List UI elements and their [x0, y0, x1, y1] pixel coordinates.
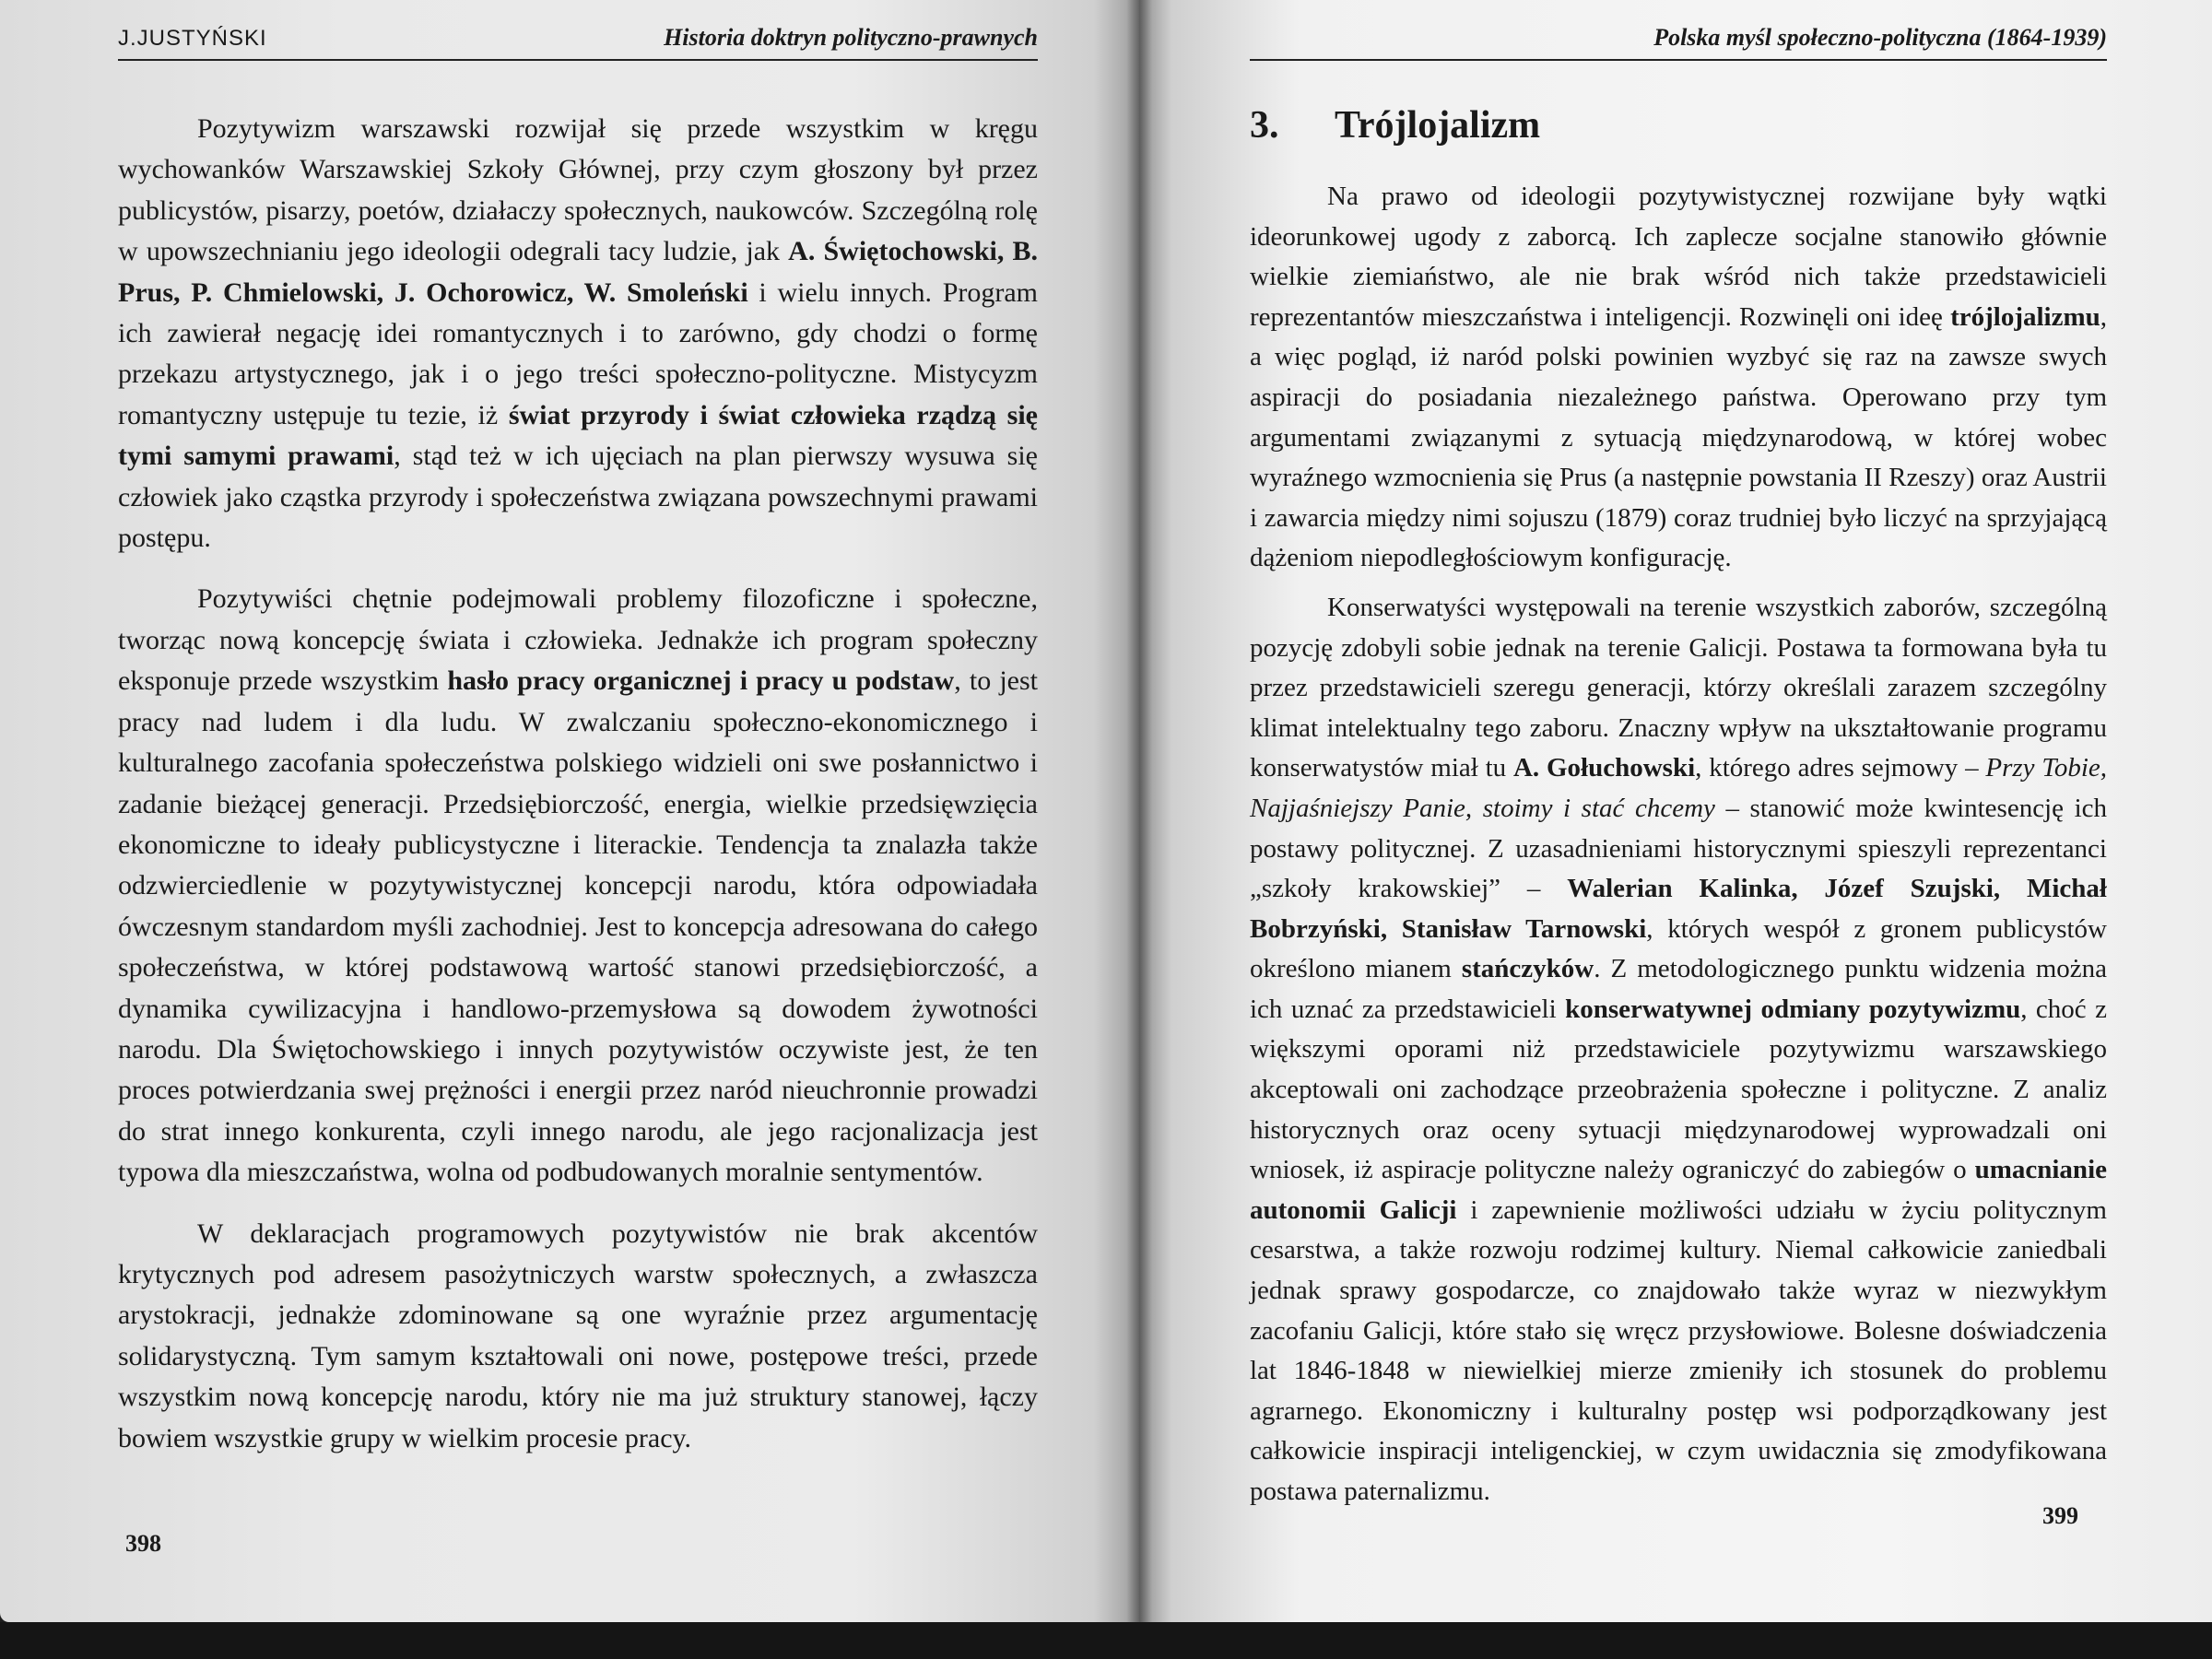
paragraph — [1250, 588, 2107, 1512]
text-run: , których wespół z gronem publicystów określono mianem — [1250, 913, 2107, 984]
running-header — [118, 13, 1038, 61]
bold-phrase: konserwatywnej odmiany pozytywizmu — [1565, 994, 2021, 1024]
text-run: , stąd też w ich ujęciach na plan pierwszy wysuwa się człowiek jako cząstka przyrody i społeczeństwa związana powszechnymi prawami postępu. — [118, 441, 1039, 554]
body-text — [1250, 177, 2107, 1522]
bold-phrase: hasło pracy organicznej i pracy u podstaw — [447, 665, 955, 697]
bold-phrase: stańczyków — [1461, 954, 1594, 984]
text-run: i zapewnienie możliwości udziału w życiu politycznym cesarstwa, a także rozwoju rodzimej kultury. Niemal całkowicie zaniedbali jednak sprawy gospodarcze, co znajdowało także wyraz w niezwykłym zacofaniu Galicji, które stało się wręcz przysłowiowe. Bolesne doświadczenia lat 1846-1848 w niewielkiej mierze zmieniły ich stosunek do problemu agrarnego. Ekonomiczny i kulturalny postęp wsi podporządkowany jest całkowicie inspiracji inteligenckiej, w czym uwidacznia się zmodyfikowana postawa paternalizmu. — [1250, 1194, 2107, 1506]
section-heading — [1250, 103, 1540, 147]
running-header — [1250, 13, 2107, 61]
paragraph — [1250, 177, 2107, 579]
text-run: Konserwatyści występowali na terenie wszystkich zaborów, szczególną pozycję zdobyli sobie jednak na terenie Galicji. Postawa ta formowana była tu przez przedstawicieli szeregu generacji, którzy określali zarazem szczególny klimat intelektualny tego zaboru. Znaczny wpływ na ukształtowanie programu konserwatystów miał tu — [1250, 592, 2107, 783]
bold-phrase: umacnianie autonomii Galicji — [1250, 1155, 2107, 1225]
header-author: J.JUSTYŃSKI — [118, 26, 267, 51]
text-run: Pozytywizm warszawski rozwijał się przede wszystkim w kręgu wychowanków Warszawskiej Szkoły Głównej, przy czym głoszony był przez publicystów, pisarzy, poetów, działaczy społecznych, naukowców. Szczególną rolę w upowszechnianiu jego ideologii odegrali tacy ludzie, jak — [118, 113, 1038, 267]
text-run: , to jest pracy nad ludem i dla ludu. W zwalczaniu społeczno-ekonomicznego i kulturalnego zacofania społeczeństwa polskiego widzieli oni swe posłannictwo i zadanie bieżącej generacji. Przedsiębiorczość, energia, wielkie przedsięwzięcia ekonomiczne to ideały publicystyczne i literackie. Tendencja ta znalazła także odzwierciedlenie w pozytywistycznej koncepcji narodu, która odpowiadała ówczesnym standardom myśli zachodniej. Jest to koncepcja adresowana do całego społeczeństwa, w której podstawową wartość stanowi przedsiębiorczość, a dynamika cywilizacyjna i handlowo-przemysłowa są dowodem żywotności narodu. Dla Świętochowskiego i innych pozytywistów oczywiste jest, że ten proces potwierdzania swej prężności i energii przez naród nieuchronnie prowadzi do strat innego konkurenta, czyli innego narodu, ale jego racjonalizacja jest typowa dla mieszczaństwa, wolna od podbudowanych moralnie sentymentów. — [118, 665, 1039, 1188]
page-number: 399 — [2042, 1502, 2078, 1529]
italic-phrase: Przy Tobie, Najjaśniejszy Panie, stoimy i stać chcemy — [1250, 753, 2107, 823]
section-number: 3. — [1250, 104, 1279, 147]
text-run: , a więc pogląd, iż naród polski powinien wyzbyć się raz na zawsze swych aspiracji do posiadania niezależnego państwa. Operowano przy tym argumentami związanymi z sytuacją międzynarodową, w której wobec wyraźnego wzmocnienia się Prus (a następnie powstania II Rzeszy) oraz Austrii i zawarcia między nimi sojuszu (1879) coraz trudniej było liczyć na sprzyjającą dążeniom niepodległościowym konfigurację. — [1250, 301, 2107, 573]
text-run: – stanowić może kwintesencję ich postawy politycznej. Z uzasadnieniami historycznymi spieszyli reprezentanci „szkoły krakowskiej” – — [1250, 793, 2107, 904]
header-title: Historia doktryn polityczno-prawnych — [664, 24, 1038, 51]
right-page — [1139, 0, 2212, 1622]
bold-phrase: świat przyrody i świat człowieka rządzą się tymi samymi prawami — [118, 399, 1038, 472]
paragraph — [118, 579, 1038, 1193]
text-run: . Z metodologicznego punktu widzenia można ich uznać za przedstawicieli — [1250, 954, 2107, 1024]
text-run: i wielu innych. Program ich zawierał negację idei romantycznych i to zarówno, gdy chodzi o formę przekazu artystycznego, jak i o jego treści społeczno-polityczne. Mistycyzm romantyczny ustępuje tu tezie, iż — [118, 276, 1039, 430]
section-title: Trójlojalizm — [1335, 104, 1541, 147]
bold-phrase: Walerian Kalinka, Józef Szujski, Michał Bobrzyński, Stanisław Tarnowski — [1250, 874, 2107, 944]
text-run: , którego adres sejmowy – — [1695, 753, 1986, 783]
text-run: W deklaracjach programowych pozytywistów nie brak akcentów krytycznych pod adresem pasożytniczych warstw społecznych, a zwłaszcza arystokracji, jednakże zdominowane są one wyraźnie przez argumentację solidarystyczną. Tym samym kształtowali oni nowe, postępowe treści, przede wszystkim nową koncepcję narodu, który nie ma już struktury stanowej, łączy bowiem wszystkie grupy w wielkim procesie pracy. — [118, 1218, 1038, 1453]
header-title: Polska myśl społeczno-polityczna (1864-1939) — [1653, 24, 2107, 51]
body-text — [118, 109, 1038, 1479]
bold-phrase: trójlojalizmu — [1950, 301, 2100, 332]
background-edge — [0, 1622, 2212, 1659]
paragraph — [118, 109, 1038, 559]
page-number: 398 — [125, 1530, 161, 1557]
text-run: Pozytywiści chętnie podejmowali problemy filozoficzne i społeczne, tworząc nową koncepcję świata i człowieka. Jednakże ich program społeczny eksponuje przede wszystkim — [118, 583, 1038, 697]
text-run: , choć z większymi oporami niż przedstawiciele pozytywizmu warszawskiego akceptowali oni zachodzące przeobrażenia społeczne i polityczne. Z analiz historycznych oraz oceny sytuacji międzynarodowej wyprowadzali oni wniosek, iż aspiracje polityczne należy ograniczyć do zabiegów o — [1250, 994, 2107, 1185]
bold-phrase: A. Świętochowski, B. Prus, P. Chmielowski, J. Ochorowicz, W. Smoleński — [118, 236, 1038, 308]
paragraph — [118, 1214, 1038, 1459]
bold-phrase: A. Gołuchowski — [1512, 753, 1696, 783]
text-run: Na prawo od ideologii pozytywistycznej rozwijane były wątki ideorunkowej ugody z zaborcą. Ich zaplecze socjalne stanowiło głównie wielkie ziemiaństwo, ale nie brak wśród nich także przedstawicieli reprezentantów mieszczaństwa i inteligencji. Rozwinęli oni ideę — [1250, 182, 2107, 332]
